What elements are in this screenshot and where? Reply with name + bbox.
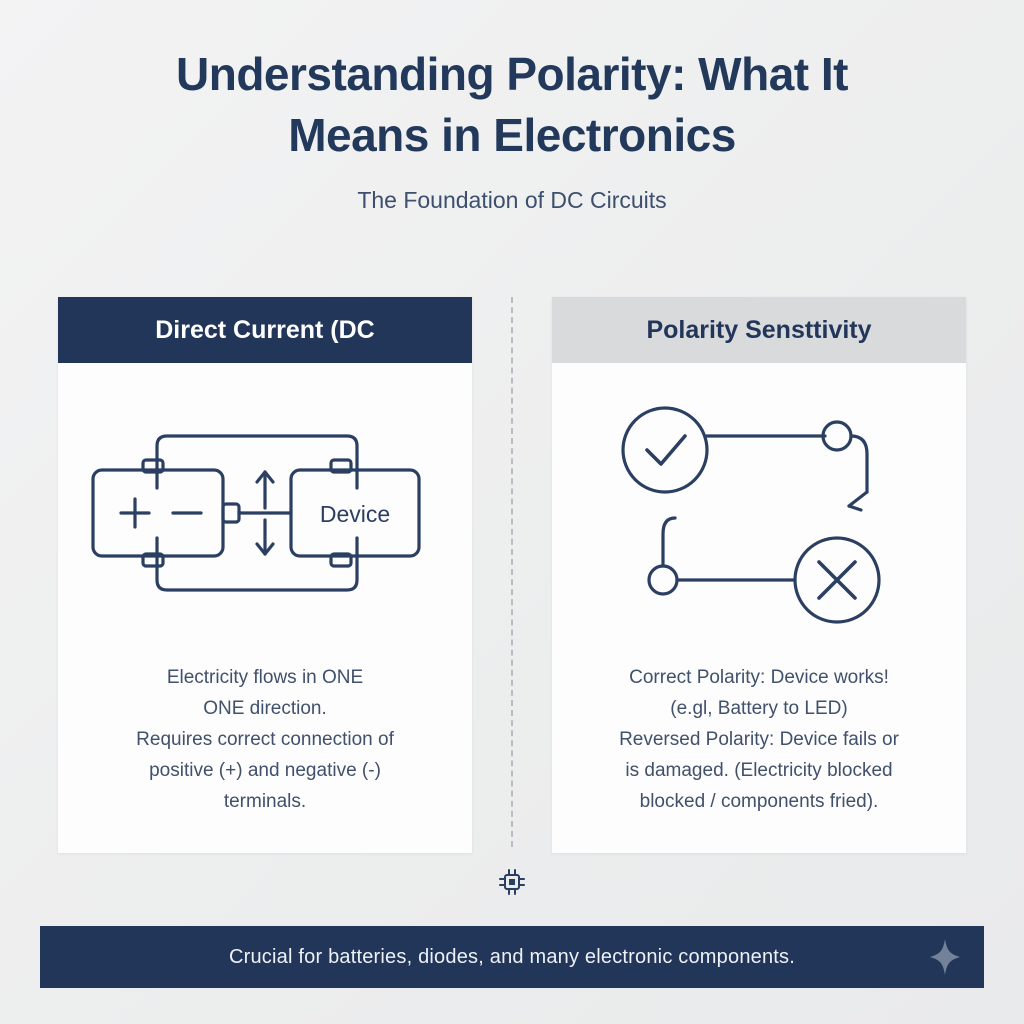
panel-text-line: Correct Polarity: Device works! <box>629 667 889 688</box>
sparkle-icon <box>928 937 962 977</box>
panel-title: Direct Current (DC <box>155 315 375 344</box>
panel-text-line: ONE direction. <box>203 697 327 719</box>
device-label: Device <box>319 501 391 527</box>
panel-direct-current <box>58 297 472 853</box>
panel-polarity-sensitivity <box>552 297 966 853</box>
panel-header-direct-current <box>58 297 472 363</box>
check-cross-circuit-diagram <box>609 363 909 663</box>
panel-text-direct-current <box>112 663 418 818</box>
panel-body-direct-current <box>58 363 472 853</box>
footer-banner <box>40 926 984 988</box>
footer-text: Crucial for batteries, diodes, and many electronic components. <box>228 945 795 968</box>
panel-text-line: is damaged. (Electricity blocked <box>625 759 893 781</box>
page-subtitle: The Foundation of DC Circuits <box>357 187 667 214</box>
battery-device-circuit-diagram <box>85 363 445 663</box>
panel-text-line: (e.gl, Battery to LED) <box>670 697 848 719</box>
panel-text-line: Reversed Polarity: Device fails or <box>619 728 899 750</box>
header <box>0 0 1024 214</box>
panel-header-polarity-sensitivity <box>552 297 966 363</box>
panel-text-line: Electricity flows in ONE <box>166 667 364 688</box>
panel-text-line: positive (+) and negative (-) <box>149 759 381 781</box>
panel-text-line: terminals. <box>223 790 307 812</box>
panel-title: Polarity Sensttivity <box>646 315 872 344</box>
page-title: Understanding Polarity: What It Means in Electronics <box>176 48 848 161</box>
panel-body-polarity-sensitivity <box>552 363 966 853</box>
panel-text-polarity-sensitivity <box>595 663 923 818</box>
panel-text-line: Requires correct connection of <box>136 728 394 750</box>
panel-text-line: blocked / components fried). <box>639 790 879 812</box>
panel-divider <box>511 297 515 847</box>
microchip-icon <box>496 866 528 898</box>
